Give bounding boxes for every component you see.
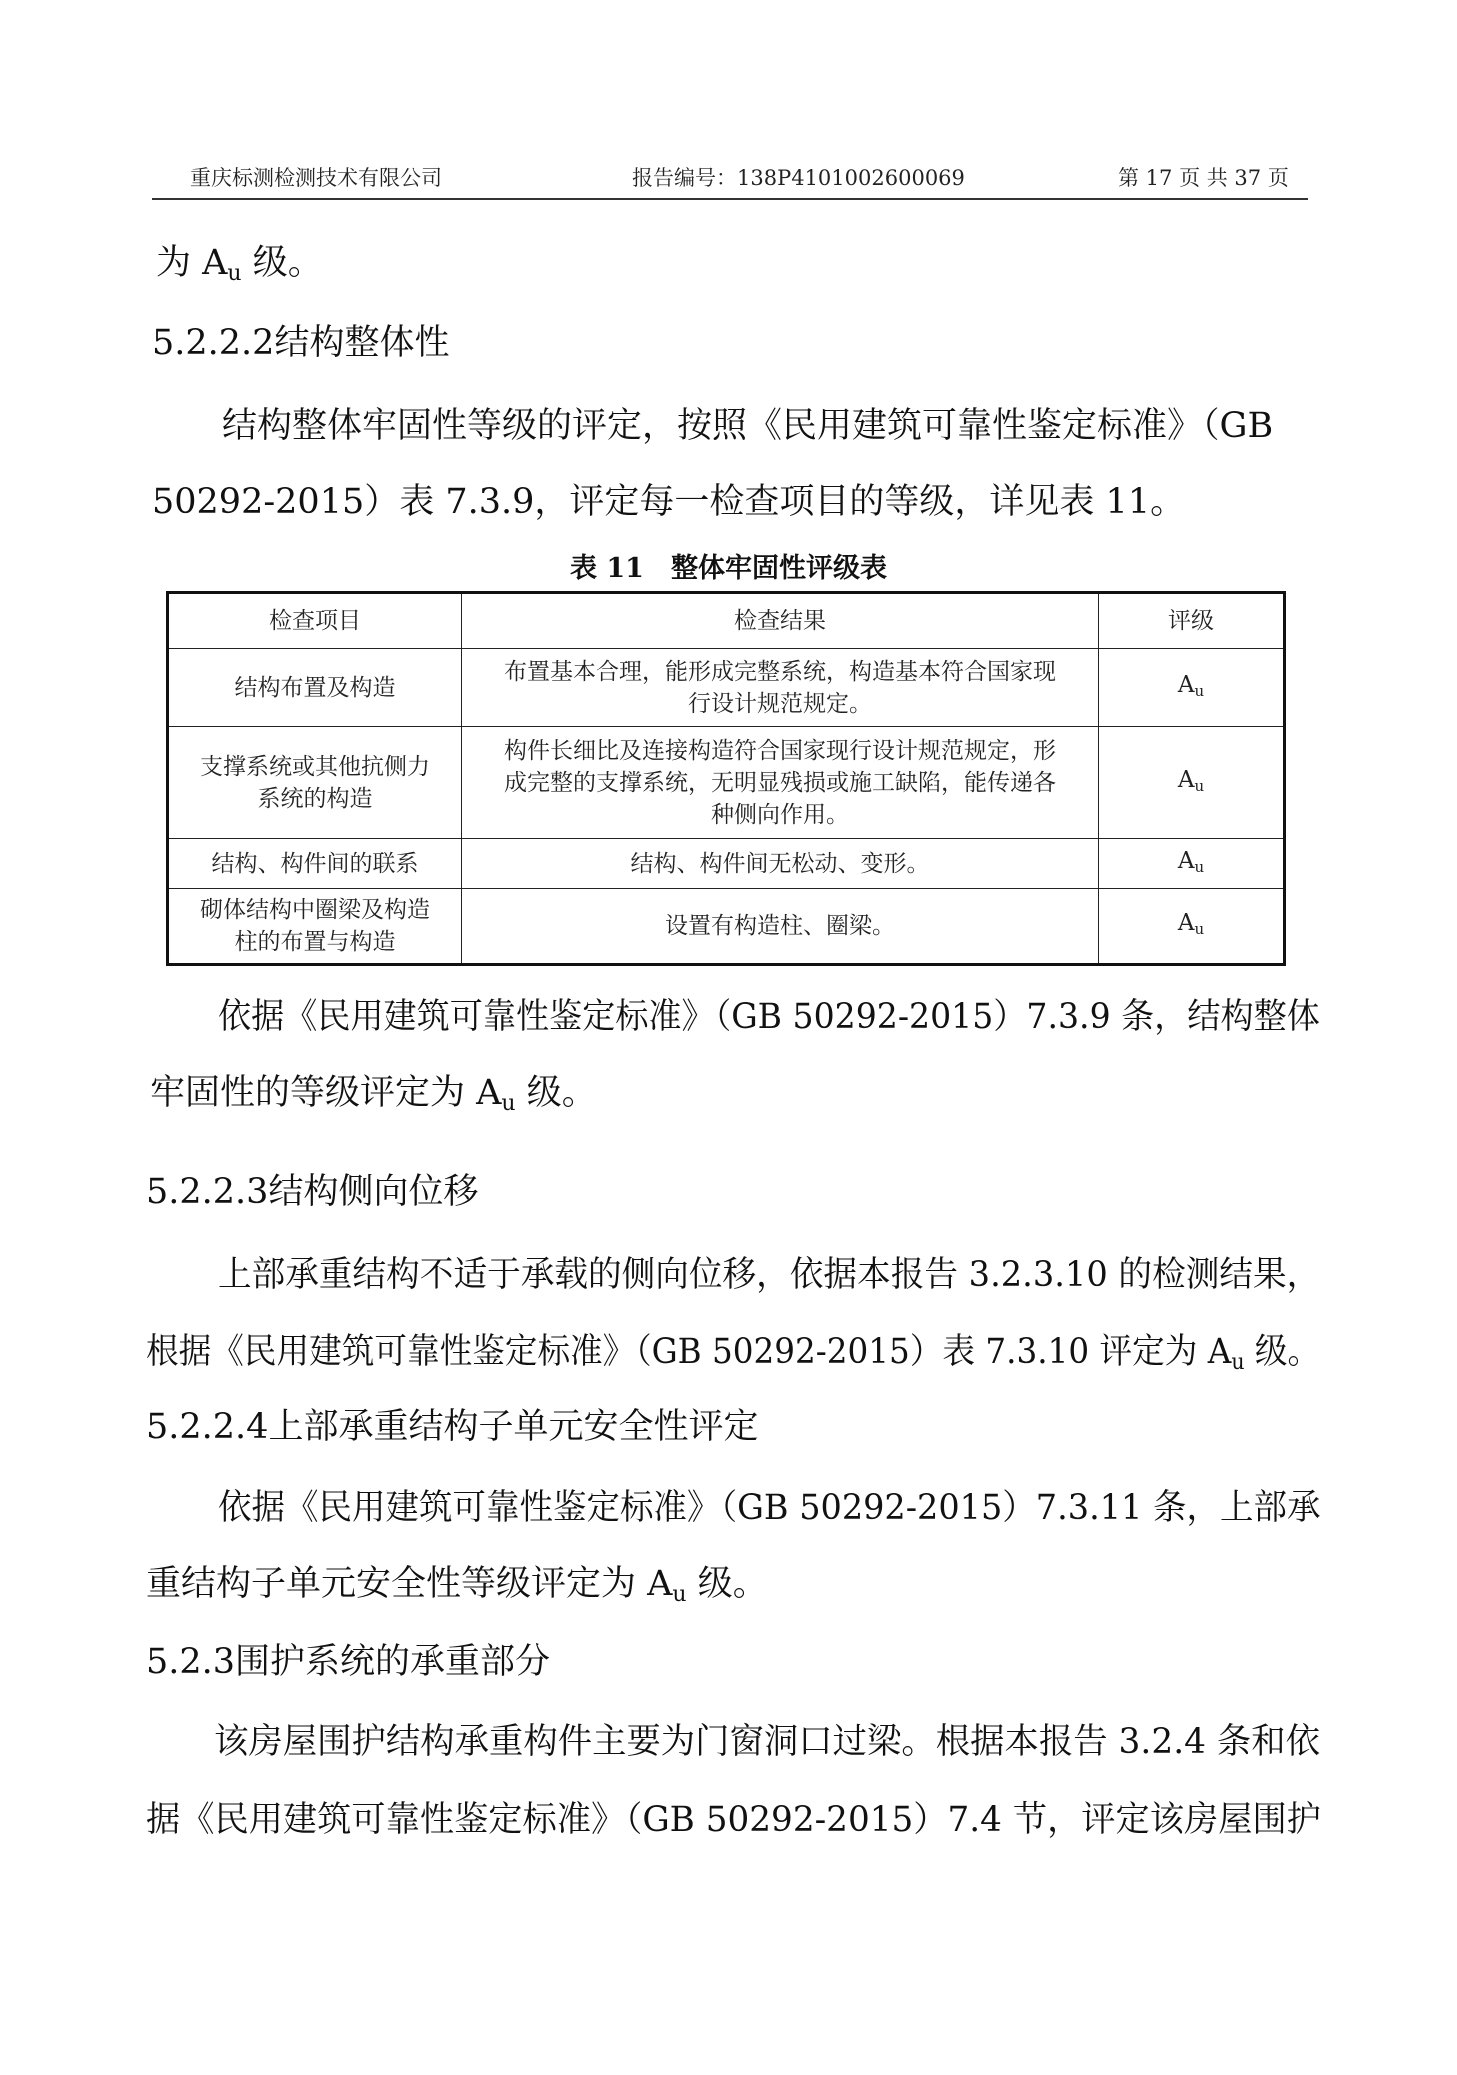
- previous-section-tail: 为 $A_u$ 级。: [156, 243, 323, 286]
- section-heading: 5.2.3围护系统的承重部分: [146, 1642, 551, 1682]
- table-caption: 表 11 整体牢固性评级表: [570, 553, 887, 584]
- table-cell-item: 支撑系统或其他抗侧力 系统的构造: [168, 727, 462, 839]
- section-heading: 5.2.2.3结构侧向位移: [146, 1172, 479, 1212]
- table-row: [168, 649, 1285, 727]
- paragraph-line: 根据《民用建筑可靠性鉴定标准》（GB 50292-2015）表 7.3.10 评定为 $A_u$ 级。: [146, 1332, 1321, 1375]
- table-cell-item: 结构、构件间的联系: [168, 839, 462, 889]
- table-cell-item: 结构布置及构造: [168, 649, 462, 727]
- paragraph-line: 据《民用建筑可靠性鉴定标准》（GB 50292-2015）7.4 节，评定该房屋围护: [146, 1800, 1321, 1840]
- table-cell-grade: $A_u$: [1099, 727, 1285, 839]
- paragraph-line: 50292-2015）表 7.3.9，评定每一检查项目的等级，详见表 11。: [152, 482, 1186, 522]
- paragraph-line: 该房屋围护结构承重构件主要为门窗洞口过梁。根据本报告 3.2.4 条和依: [214, 1722, 1321, 1762]
- column-header-result: 检查结果: [462, 593, 1099, 649]
- table-cell-item: 砌体结构中圈梁及构造 柱的布置与构造: [168, 889, 462, 965]
- integrity-rating-table: [166, 591, 1286, 966]
- table-cell-result: 布置基本合理，能形成完整系统，构造基本符合国家现 行设计规范规定。: [462, 649, 1099, 727]
- paragraph-line: 依据《民用建筑可靠性鉴定标准》（GB 50292-2015）7.3.11 条，上部承: [218, 1488, 1321, 1528]
- paragraph-line: 上部承重结构不适于承载的侧向位移，依据本报告 3.2.3.10 的检测结果，: [218, 1255, 1321, 1295]
- paragraph-line: 重结构子单元安全性等级评定为 $A_u$ 级。: [146, 1564, 768, 1607]
- column-header-item: 检查项目: [168, 593, 462, 649]
- company-name: 重庆标测检测技术有限公司: [190, 166, 442, 190]
- table-cell-grade: $A_u$: [1099, 839, 1285, 889]
- report-number: 报告编号：138P4101002600069: [632, 166, 965, 190]
- conclusion-line: 牢固性的等级评定为 $A_u$ 级。: [150, 1073, 597, 1116]
- table-header-row: [168, 593, 1285, 649]
- table-cell-result: 设置有构造柱、圈梁。: [462, 889, 1099, 965]
- table-cell-result: 构件长细比及连接构造符合国家现行设计规范规定，形 成完整的支撑系统，无明显残损或施工缺陷，能传递各 种侧向作用。: [462, 727, 1099, 839]
- paragraph-line: 结构整体牢固性等级的评定，按照《民用建筑可靠性鉴定标准》（GB: [222, 406, 1274, 446]
- table-cell-result: 结构、构件间无松动、变形。: [462, 839, 1099, 889]
- table-cell-grade: $A_u$: [1099, 889, 1285, 965]
- table-row: [168, 839, 1285, 889]
- page-indicator: 第 17 页 共 37 页: [1118, 166, 1289, 190]
- table-row: [168, 889, 1285, 965]
- table-row: [168, 727, 1285, 839]
- table-cell-grade: $A_u$: [1099, 649, 1285, 727]
- section-heading: 5.2.2.2结构整体性: [152, 323, 450, 363]
- header-rule: [152, 198, 1308, 200]
- column-header-grade: 评级: [1099, 593, 1285, 649]
- section-heading: 5.2.2.4上部承重结构子单元安全性评定: [146, 1407, 759, 1447]
- conclusion-line: 依据《民用建筑可靠性鉴定标准》（GB 50292-2015）7.3.9 条，结构整体: [218, 997, 1320, 1037]
